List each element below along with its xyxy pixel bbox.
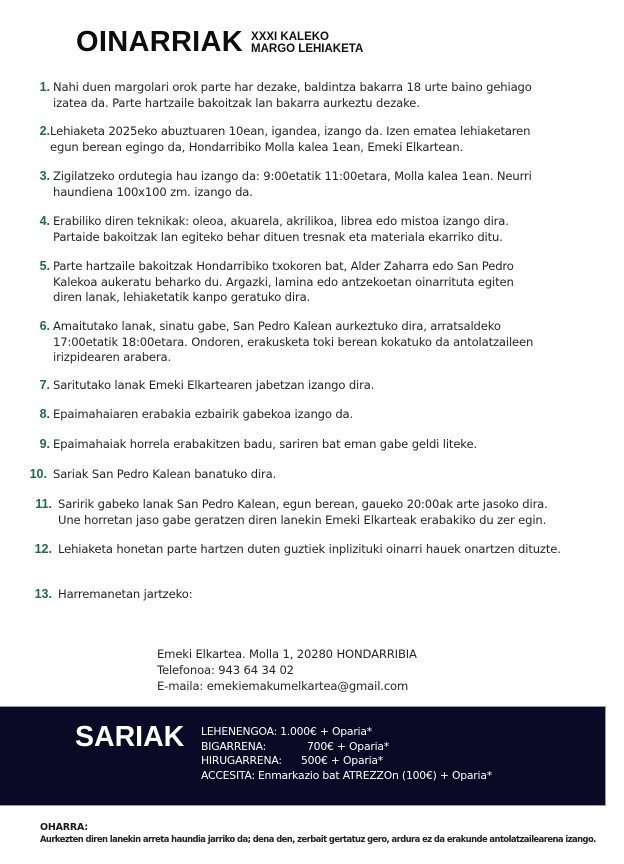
rule-text: Epaimahaiak horrela erabakitzen badu, sariren bat eman gabe geldi liteke. — [53, 437, 477, 451]
contact-address: Emeki Elkartea. Molla 1, 20280 HONDARRIBIA — [157, 647, 417, 661]
contact-info — [157, 646, 417, 694]
footnote — [40, 822, 596, 845]
footnote-body: Aurkezten diren lanekin arreta haundia jarriko da; dena den, zerbait gertatuz gero, ardura ez da erakunde antolatzailearena izango. — [40, 834, 596, 844]
rule-number: 7. — [39, 378, 50, 392]
page-subtitle — [251, 31, 363, 55]
prizes-banner — [0, 706, 606, 806]
rule-text: Parte hartzaile bakoitzak Hondarribiko txokoren bat, Alder Zaharra edo San Pedro Kalekoa aukeratu beharko du. Argazki, lamina edo antzekoetan oinarrituta egiten diren lanak, lehiaketatik kanpo geratuko dira. — [53, 259, 514, 304]
prize-label: HIRUGARRENA: — [201, 754, 282, 767]
rule-text: Sariak San Pedro Kalean banatuko dira. — [53, 467, 277, 481]
rule-number: 12. — [34, 542, 52, 556]
rule-number: 13. — [34, 587, 52, 601]
prize-value: 1.000€ + Oparia* — [280, 725, 372, 738]
rule-text: Lehiaketa honetan parte hartzen duten guztiek inplizituki oinarri hauek onartzen dituzte. — [58, 542, 561, 556]
prize-value: Enmarkazio bat ATREZZOn (100€) + Oparia* — [257, 768, 492, 782]
rule-text: Saririk gabeko lanak San Pedro Kalean, egun berean, gaueko 20:00ak arte jasoko dira. Une horretan jaso gabe geratzen diren lanekin Emeki Elkarteak erabakiko du zer egin. — [58, 497, 548, 527]
rule-text: Amaitutako lanak, sinatu gabe, San Pedro Kalean aurkeztuko dira, arratsaldeko 17:00etatik 18:00etara. Ondoren, erakusketa toki berean kokatuko da antolatzaileen irizpidearen arabera. — [53, 319, 534, 364]
document-header — [76, 28, 363, 57]
prize-item — [201, 754, 492, 769]
rule-number: 11. — [35, 497, 52, 511]
rule-text: Nahi duen margolari orok parte har dezake, baldintza bakarra 18 urte baino gehiago izatea da. Parte hartzaile bakoitzak lan bakarra aurkeztu dezake. — [53, 80, 532, 110]
rule-number: 3. — [39, 169, 50, 183]
rule-number: 1. — [39, 80, 50, 94]
rule-text: Erabiliko diren teknikak: oleoa, akuarela, akrilikoa, librea edo mistoa izango dira. Partaide bakoitzak lan egiteko behar dituen tresnak eta materiala ekarriko ditu. — [53, 214, 509, 244]
rule-number: 4. — [39, 214, 50, 228]
rule-number: 8. — [39, 407, 50, 421]
prize-label: ACCESITA: — [201, 768, 255, 782]
rule-text: Harremanetan jartzeko: — [58, 587, 193, 601]
rule-text: Saritutako lanak Emeki Elkartearen jabetzan izango dira. — [53, 378, 375, 392]
prizes-list — [201, 725, 492, 783]
rule-text: Lehiaketa 2025eko abuztuaren 10ean, igandea, izango da. Izen ematea lehiaketaren egun berean egingo da, Hondarribiko Molla kalea 1ean, Emeki Elkartean. — [50, 124, 531, 154]
subtitle-line-2: MARGO LEHIAKETA — [251, 42, 364, 55]
prize-item — [201, 725, 492, 740]
footnote-title: OHARRA: — [40, 822, 88, 833]
page-title: OINARRIAK — [76, 26, 244, 58]
rule-number: 5. — [39, 259, 50, 273]
rule-text: Zigilatzeko ordutegia hau izango da: 9:00etatik 11:00etara, Molla kalea 1ean. Neurri haundiena 100x100 zm. izango da. — [53, 169, 532, 199]
prize-value: 500€ + Oparia* — [301, 754, 384, 767]
prize-value: 700€ + Oparia* — [307, 739, 390, 753]
prizes-title: SARIAK — [75, 721, 185, 753]
prize-item — [201, 740, 492, 755]
subtitle-line-1: XXXI KALEKO — [251, 30, 329, 43]
contact-email[interactable]: E-maila: emekiemakumelkartea@gmail.com — [157, 679, 409, 693]
prize-label: LEHENENGOA: — [201, 725, 278, 738]
prize-label: BIGARRENA: — [201, 739, 267, 753]
contact-phone: Telefonoa: 943 64 34 02 — [157, 663, 294, 677]
rule-number: 6. — [39, 319, 50, 333]
rule-number: 2. — [39, 124, 50, 138]
rule-number: 9. — [39, 437, 50, 451]
prize-item — [201, 769, 492, 784]
rule-number: 10. — [29, 467, 47, 481]
rule-text: Epaimahaiaren erabakia ezbairik gabekoa izango da. — [53, 407, 354, 421]
